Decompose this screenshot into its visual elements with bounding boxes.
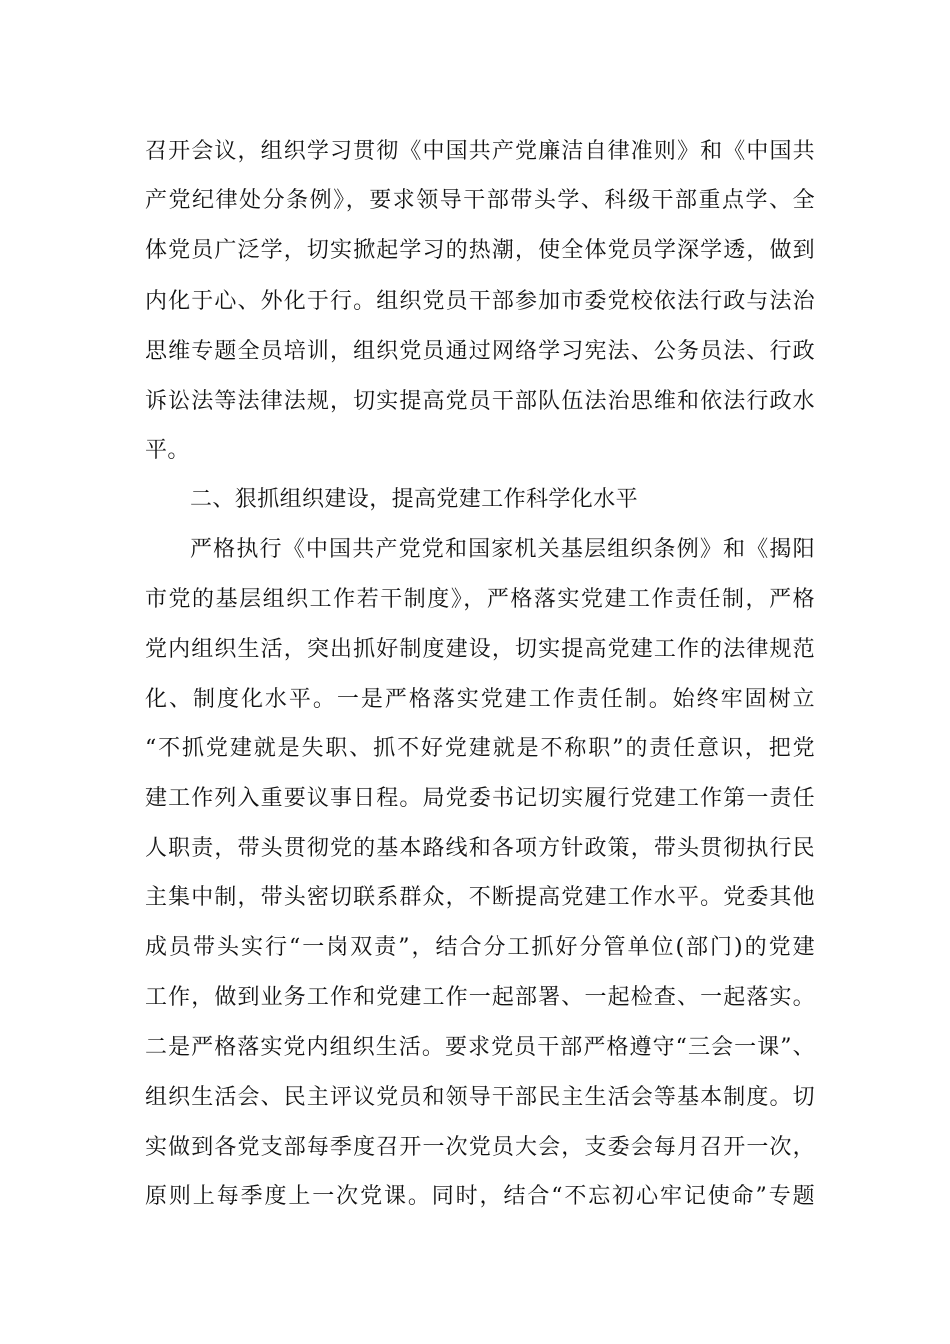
text-line-21: 实做到各党支部每季度召开一次党员大会，支委会每月召开一次， [145,1135,815,1160]
text-line-16: 主集中制，带头密切联系群众，不断提高党建工作水平。党委其他 [145,885,815,910]
text-line-1: 召开会议，组织学习贯彻《中国共产党廉洁自律准则》和《中国共 [145,139,815,164]
text-line-4: 内化于心、外化于行。组织党员干部参加市委党校依法行政与法治 [145,289,815,314]
text-line-11: 党内组织生活，突出抓好制度建设，切实提高党建工作的法律规范 [145,637,815,662]
text-line-2: 产党纪律处分条例》，要求领导干部带头学、科级干部重点学、全 [145,188,815,213]
text-line-20: 组织生活会、民主评议党员和领导干部民主生活会等基本制度。切 [145,1085,815,1110]
text-line-22: 原则上每季度上一次党课。同时，结合“不忘初心牢记使命”专题 [145,1184,815,1209]
text-line-14: 建工作列入重要议事日程。局党委书记切实履行党建工作第一责任 [145,786,815,811]
text-line-19: 二是严格落实党内组织生活。要求党员干部严格遵守“三会一课”、 [145,1035,815,1060]
section-heading: 二、狠抓组织建设，提高党建工作科学化水平 [190,487,639,512]
text-line-7: 平。 [145,438,190,463]
text-line-12: 化、制度化水平。一是严格落实党建工作责任制。始终牢固树立 [145,687,815,712]
text-line-10: 市党的基层组织工作若干制度》，严格落实党建工作责任制，严格 [145,587,815,612]
text-line-17: 成员带头实行“一岗双责”，结合分工抓好分管单位(部门)的党建 [145,935,815,960]
text-line-15: 人职责，带头贯彻党的基本路线和各项方针政策，带头贯彻执行民 [145,836,815,861]
text-line-5: 思维专题全员培训，组织党员通过网络学习宪法、公务员法、行政 [145,339,815,364]
text-line-6: 诉讼法等法律法规，切实提高党员干部队伍法治思维和依法行政水 [145,389,815,414]
text-line-13: “不抓党建就是失职、抓不好党建就是不称职”的责任意识，把党 [145,736,815,761]
text-line-9: 严格执行《中国共产党党和国家机关基层组织条例》和《揭阳 [190,537,815,562]
text-line-3: 体党员广泛学，切实掀起学习的热潮，使全体党员学深学透，做到 [145,238,815,263]
text-line-18: 工作，做到业务工作和党建工作一起部署、一起检查、一起落实。 [145,985,815,1010]
